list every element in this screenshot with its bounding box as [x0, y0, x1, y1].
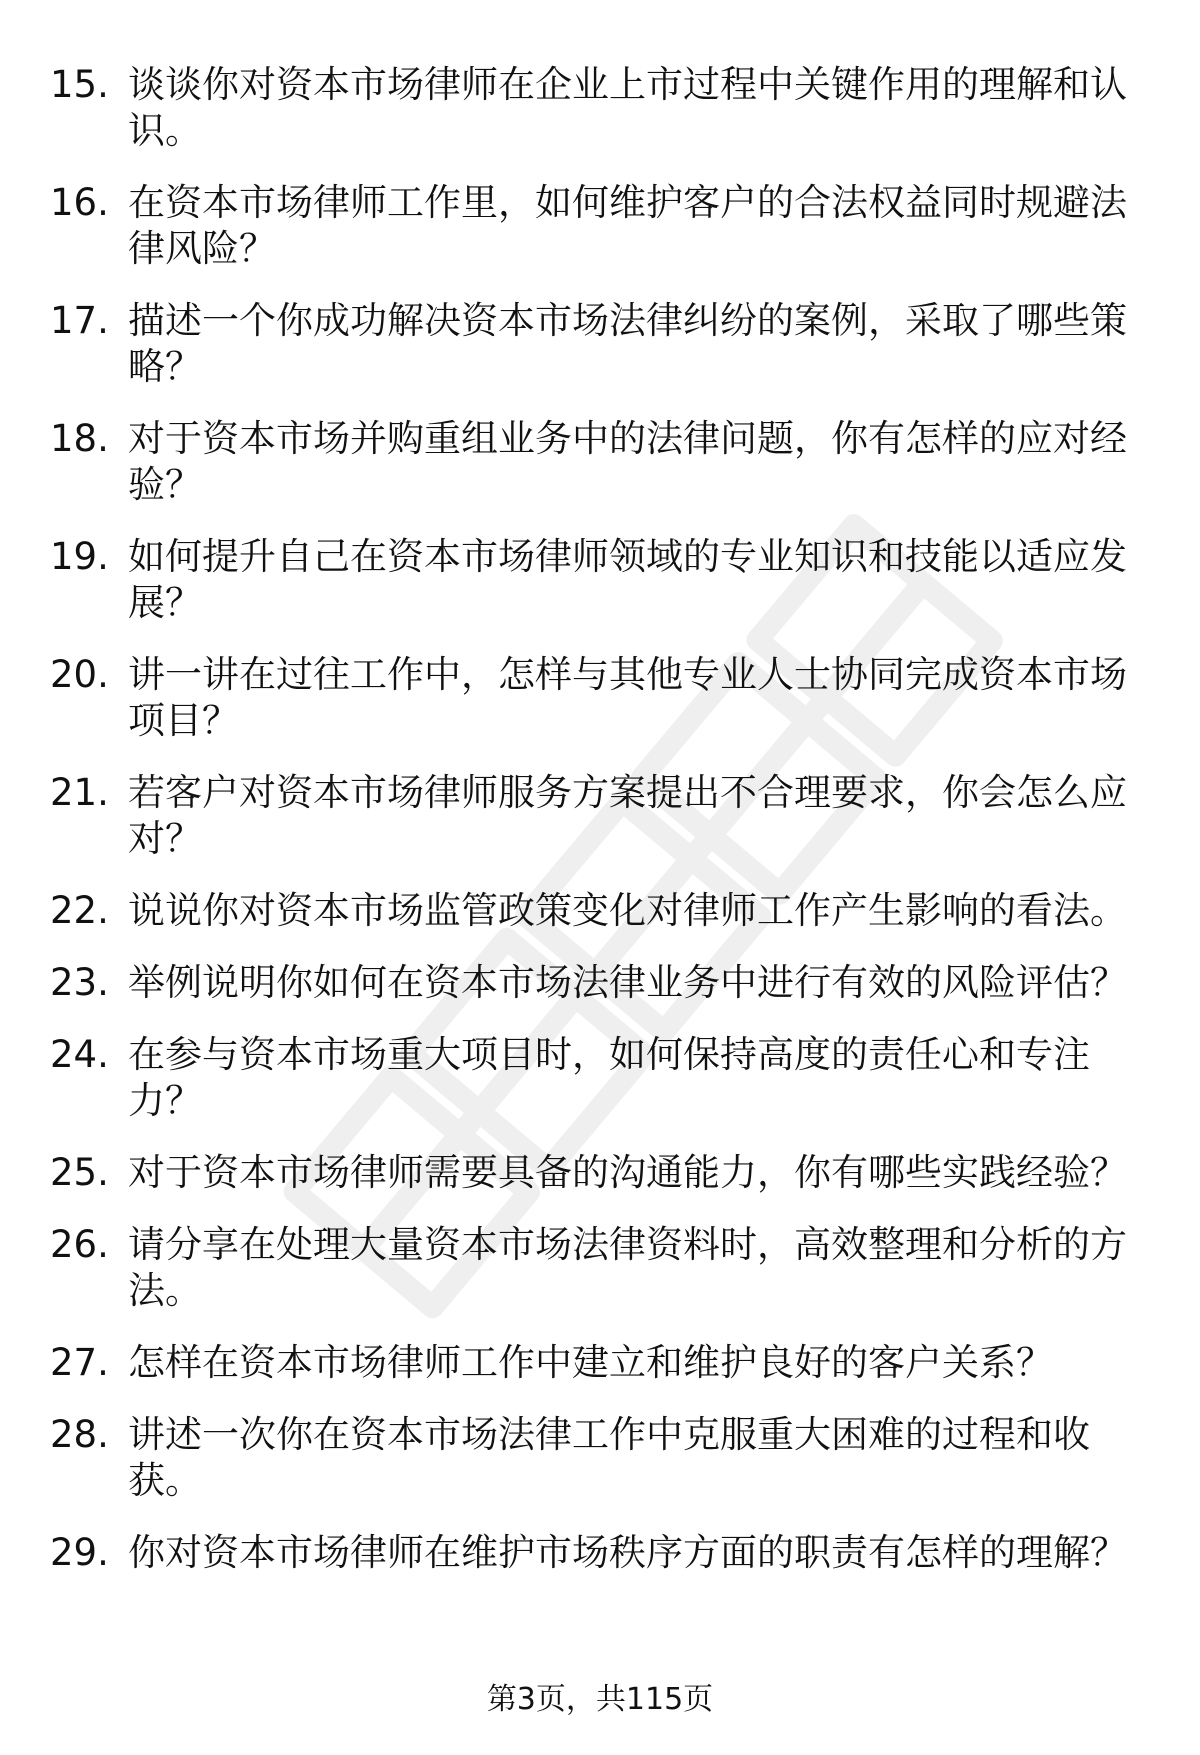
question-text: 请分享在处理大量资本市场法律资料时，高效整理和分析的方法。 — [128, 1223, 1127, 1312]
question-text: 在资本市场律师工作里，如何维护客户的合法权益同时规避法律风险？ — [128, 181, 1127, 270]
question-number: 17. — [50, 299, 109, 342]
question-number: 29. — [50, 1531, 109, 1574]
question-number: 20. — [50, 653, 109, 696]
question-text: 怎样在资本市场律师工作中建立和维护良好的客户关系？ — [128, 1341, 1053, 1384]
question-text: 描述一个你成功解决资本市场法律纠纷的案例，采取了哪些策略？ — [128, 299, 1127, 388]
question-text: 对于资本市场律师需要具备的沟通能力，你有哪些实践经验？ — [128, 1151, 1127, 1194]
question-number: 27. — [50, 1341, 109, 1384]
question-text: 若客户对资本市场律师服务方案提出不合理要求，你会怎么应对？ — [128, 771, 1127, 860]
question-number: 18. — [50, 417, 109, 460]
question-item — [50, 1412, 1160, 1504]
question-number: 25. — [50, 1151, 109, 1194]
question-number: 28. — [50, 1413, 109, 1456]
question-number: 21. — [50, 771, 109, 814]
question-number: 15. — [50, 63, 109, 106]
question-item — [50, 298, 1160, 390]
question-text: 对于资本市场并购重组业务中的法律问题，你有怎样的应对经验？ — [128, 417, 1127, 506]
page-number-label: 第3页，共115页 — [486, 1682, 714, 1717]
question-number: 26. — [50, 1223, 109, 1266]
question-item — [50, 770, 1160, 862]
question-text: 你对资本市场律师在维护市场秩序方面的职责有怎样的理解？ — [128, 1531, 1127, 1574]
question-number: 19. — [50, 535, 109, 578]
question-text: 讲一讲在过往工作中，怎样与其他专业人士协同完成资本市场项目？ — [128, 653, 1127, 742]
question-number: 16. — [50, 181, 109, 224]
page-footer — [0, 1680, 1200, 1720]
question-number: 23. — [50, 961, 109, 1004]
question-item — [50, 1222, 1160, 1314]
question-item — [50, 960, 1160, 1006]
question-item — [50, 1032, 1160, 1124]
question-text: 说说你对资本市场监管政策变化对律师工作产生影响的看法。 — [128, 889, 1127, 932]
question-text: 讲述一次你在资本市场法律工作中克服重大困难的过程和收获。 — [128, 1413, 1090, 1502]
question-item — [50, 62, 1160, 154]
question-item — [50, 652, 1160, 744]
question-item — [50, 1340, 1160, 1386]
question-text: 在参与资本市场重大项目时，如何保持高度的责任心和专注力？ — [128, 1033, 1090, 1122]
question-text: 举例说明你如何在资本市场法律业务中进行有效的风险评估？ — [128, 961, 1127, 1004]
question-item — [50, 1150, 1160, 1196]
question-list — [50, 62, 1160, 1602]
question-item — [50, 534, 1160, 626]
question-text: 如何提升自己在资本市场律师领域的专业知识和技能以适应发展？ — [128, 535, 1127, 624]
question-number: 22. — [50, 889, 109, 932]
question-text: 谈谈你对资本市场律师在企业上市过程中关键作用的理解和认识。 — [128, 63, 1127, 152]
question-item — [50, 180, 1160, 272]
question-item — [50, 416, 1160, 508]
question-item — [50, 888, 1160, 934]
question-number: 24. — [50, 1033, 109, 1076]
question-item — [50, 1530, 1160, 1576]
